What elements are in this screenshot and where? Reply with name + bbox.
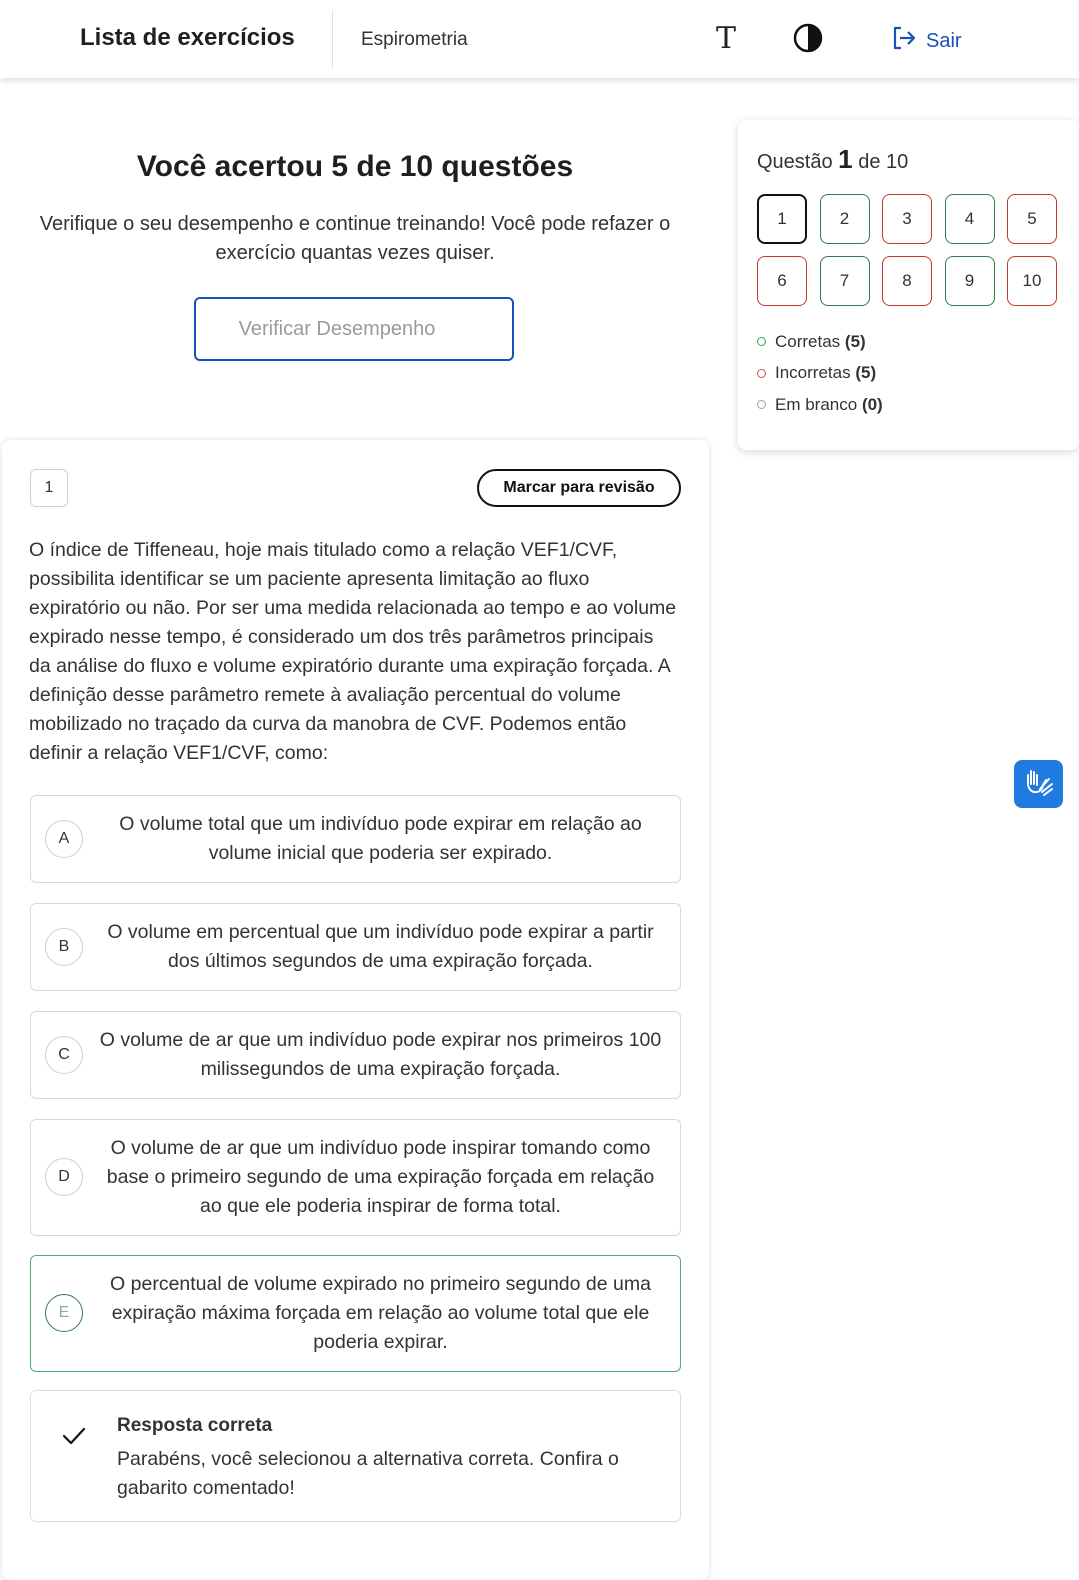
subject-title: Espirometria bbox=[361, 29, 468, 50]
contrast-icon[interactable] bbox=[790, 20, 826, 56]
option-c[interactable] bbox=[30, 1011, 681, 1099]
verify-performance-button[interactable]: Verificar Desempenho bbox=[194, 297, 514, 361]
logout-button[interactable] bbox=[890, 24, 962, 58]
option-letter: C bbox=[45, 1036, 83, 1074]
option-text: O volume total que um indivíduo pode expirar em relação ao volume inicial que poderia ser expirado. bbox=[119, 813, 642, 864]
question-button-1[interactable]: 1 bbox=[757, 194, 807, 244]
legend-blank bbox=[757, 389, 883, 421]
option-a[interactable] bbox=[30, 795, 681, 883]
question-label: Questão bbox=[757, 151, 833, 173]
question-navigator bbox=[738, 120, 1079, 450]
question-card bbox=[2, 440, 709, 1580]
question-position bbox=[757, 144, 908, 175]
option-letter: B bbox=[45, 928, 83, 966]
option-letter: E bbox=[45, 1294, 83, 1332]
question-button-5[interactable]: 5 bbox=[1007, 194, 1057, 244]
legend-label: Incorretas bbox=[775, 363, 851, 383]
option-text: O volume em percentual que um indivíduo pode expirar a partir dos últimos segundos de uma expiração forçada. bbox=[107, 921, 654, 972]
question-total: de 10 bbox=[858, 151, 909, 173]
correct-dot-icon bbox=[757, 337, 766, 346]
legend-incorrect bbox=[757, 358, 883, 390]
top-bar bbox=[0, 0, 1079, 78]
sign-language-hands-icon bbox=[1022, 765, 1056, 804]
option-d[interactable] bbox=[30, 1119, 681, 1236]
question-button-3[interactable]: 3 bbox=[882, 194, 932, 244]
option-e[interactable] bbox=[30, 1255, 681, 1372]
option-b[interactable] bbox=[30, 903, 681, 991]
status-legend bbox=[757, 326, 883, 421]
header-divider bbox=[332, 10, 333, 68]
mark-for-review-button[interactable]: Marcar para revisão bbox=[477, 469, 681, 507]
question-number-badge: 1 bbox=[30, 469, 68, 507]
question-button-6[interactable]: 6 bbox=[757, 256, 807, 306]
current-question-number: 1 bbox=[838, 144, 853, 174]
incorrect-dot-icon bbox=[757, 369, 766, 378]
app-title: Lista de exercícios bbox=[80, 24, 295, 51]
question-button-9[interactable]: 9 bbox=[945, 256, 995, 306]
feedback-title: Resposta correta bbox=[117, 1415, 273, 1436]
result-title: Você acertou 5 de 10 questões bbox=[136, 150, 574, 183]
result-description: Verifique o seu desempenho e continue treinando! Você pode refazer o exercício quantas vezes quiser. bbox=[39, 213, 671, 264]
legend-count: (0) bbox=[861, 394, 883, 414]
answer-feedback bbox=[30, 1390, 681, 1522]
question-grid bbox=[757, 194, 1057, 306]
question-button-4[interactable]: 4 bbox=[945, 194, 995, 244]
font-size-icon[interactable]: T bbox=[715, 20, 736, 56]
question-button-10[interactable]: 10 bbox=[1007, 256, 1057, 306]
legend-count: (5) bbox=[844, 331, 866, 351]
blank-dot-icon bbox=[757, 400, 766, 409]
legend-count: (5) bbox=[855, 363, 877, 383]
question-button-8[interactable]: 8 bbox=[882, 256, 932, 306]
question-button-7[interactable]: 7 bbox=[820, 256, 870, 306]
option-text: O volume de ar que um indivíduo pode inspirar tomando como base o primeiro segundo de uma expiração forçada em relação ao que ele poderia inspirar de forma total. bbox=[106, 1137, 655, 1217]
option-letter: A bbox=[45, 820, 83, 858]
logout-icon bbox=[890, 24, 918, 58]
logout-label: Sair bbox=[926, 29, 962, 52]
option-letter: D bbox=[45, 1158, 83, 1196]
legend-correct bbox=[757, 326, 883, 358]
legend-label: Em branco bbox=[775, 394, 858, 414]
option-text: O volume de ar que um indivíduo pode expirar nos primeiros 100 milissegundos de uma expiração forçada. bbox=[99, 1029, 662, 1080]
question-text: O índice de Tiffeneau, hoje mais titulado como a relação VEF1/CVF, possibilita identificar se um paciente apresenta limitação ao fluxo expiratório ou não. Por ser uma medida relacionada ao tempo e ao volume expirado nesse tempo, é considerado um dos três parâmetros principais da análise do fluxo e volume expiratório durante uma expiração forçada. A definição desse parâmetro remete à avaliação percentual do volume mobilizado no traçado da curva da manobra de CVF. Podemos então definir a relação VEF1/CVF, como: bbox=[29, 539, 677, 764]
libras-accessibility-button[interactable] bbox=[1014, 760, 1063, 808]
question-button-2[interactable]: 2 bbox=[820, 194, 870, 244]
feedback-text: Parabéns, você selecionou a alternativa correta. Confira o gabarito comentado! bbox=[117, 1448, 619, 1499]
option-text: O percentual de volume expirado no primeiro segundo de uma expiração máxima forçada em relação ao volume total que ele poderia expirar. bbox=[110, 1273, 651, 1353]
check-icon bbox=[61, 1423, 87, 1454]
legend-label: Corretas bbox=[775, 331, 841, 351]
